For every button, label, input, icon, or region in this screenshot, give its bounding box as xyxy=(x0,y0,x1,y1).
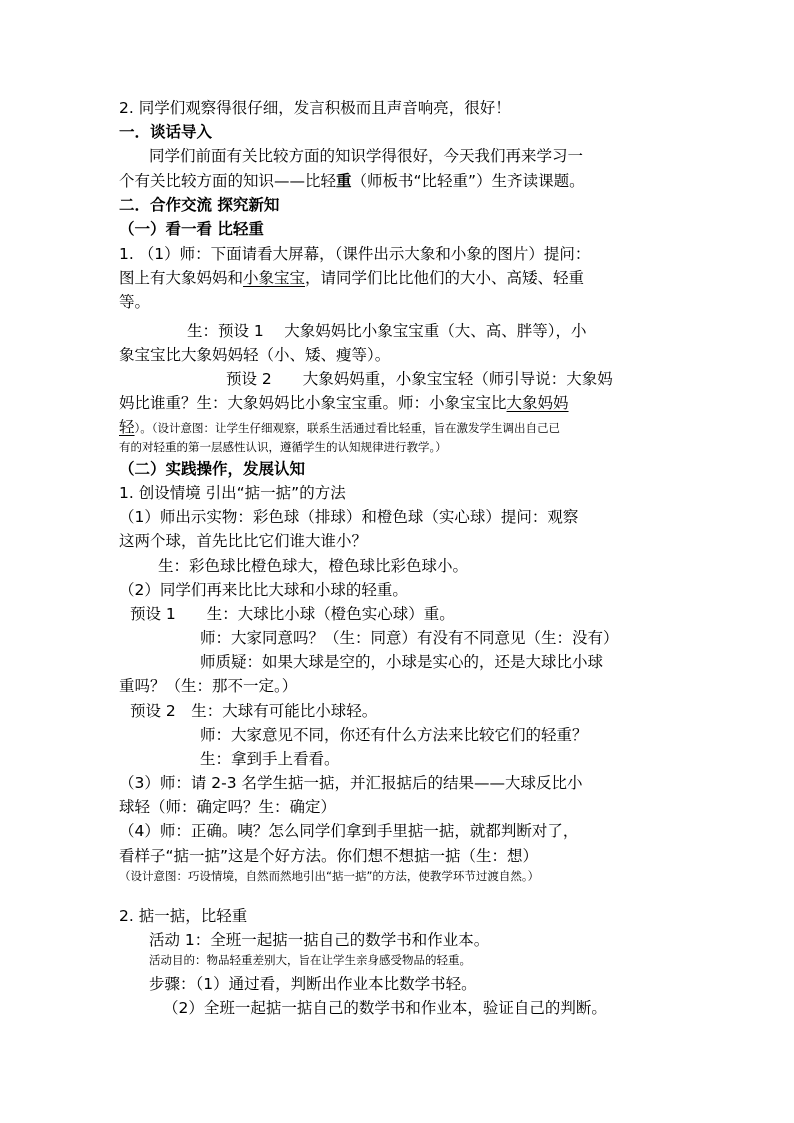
text-line: 师质疑：如果大球是空的，小球是实心的，还是大球比小球 xyxy=(200,653,604,671)
text-line: 1. （1）师：下面请看大屏幕，（课件出示大象和小象的图片）提问： xyxy=(119,245,591,263)
text-line xyxy=(119,170,585,192)
text-line: 预设 2 大象妈妈重，小象宝宝轻（师引导说：大象妈 xyxy=(226,370,613,388)
text-line xyxy=(119,267,584,289)
subsection-heading: （一）看一看 比轻重 xyxy=(119,220,264,238)
text-span: 图上有大象妈妈和 xyxy=(119,269,244,287)
emphasis-span: 重 xyxy=(336,172,352,190)
underlined-span: 小象宝宝 xyxy=(243,269,306,287)
text-line: 生：预设 1 大象妈妈比小象宝宝重（大、高、胖等），小 xyxy=(187,322,587,340)
text-line: 重吗？（生：那不一定。） xyxy=(119,677,298,695)
text-line: 象宝宝比大象妈妈轻（小、矮、瘦等）。 xyxy=(119,346,391,364)
text-line xyxy=(119,416,560,438)
text-line: 步骤：（1）通过看，判断出作业本比数学书轻。 xyxy=(149,975,477,993)
text-line: （2）全班一起掂一掂自己的数学书和作业本，验证自己的判断。 xyxy=(163,999,607,1017)
text-line: 同学们前面有关比较方面的知识学得很好，今天我们再来学习一 xyxy=(149,147,584,165)
text-span: （师板书“比轻重”）生齐读课题。 xyxy=(351,172,585,190)
text-line: （4）师：正确。咦？怎么同学们拿到手里掂一掂，就都判断对了， xyxy=(119,822,579,840)
section-heading: 二．合作交流 探究新知 xyxy=(119,196,280,214)
design-note: ）。（设计意图：让学生仔细观察，联系生活通过看比轻重，旨在激发学生调出自己已 xyxy=(134,421,561,435)
design-note: 有的对轻重的第一层感性认识，遵循学生的认知规律进行教学。） xyxy=(119,440,447,454)
text-line xyxy=(119,392,569,414)
underlined-span: 大象妈妈 xyxy=(506,394,569,412)
text-line: 生：拿到手上看看。 xyxy=(200,750,340,768)
text-line: 这两个球，首先比比它们谁大谁小？ xyxy=(119,532,368,550)
design-note: 活动目的：物品轻重差别大，旨在让学生亲身感受物品的轻重。 xyxy=(149,953,471,967)
section-heading: 一．谈话导入 xyxy=(119,123,213,141)
design-note: （设计意图：巧设情境，自然而然地引出“掂一掂”的方法，使教学环节过渡自然。） xyxy=(119,869,540,883)
text-span: ，请同学们比比他们的大小、高矮、轻重 xyxy=(305,269,585,287)
text-line: 师：大家同意吗？（生：同意）有没有不同意见（生：没有） xyxy=(200,629,619,647)
text-line: 2. 掂一掂，比轻重 xyxy=(119,907,248,925)
text-span: 个有关比较方面的知识——比轻 xyxy=(119,172,337,190)
text-span: 妈比谁重？生：大象妈妈比小象宝宝重。师：小象宝宝比 xyxy=(119,394,507,412)
text-line: （3）师：请 2-3 名学生掂一掂，并汇报掂后的结果——大球反比小 xyxy=(119,774,583,792)
text-line: 1. 创设情境 引出“掂一掂”的方法 xyxy=(119,484,346,502)
text-line: 活动 1：全班一起掂一掂自己的数学书和作业本。 xyxy=(149,931,490,949)
text-line: 师：大家意见不同，你还有什么方法来比较它们的轻重？ xyxy=(200,726,588,744)
text-line: （1）师出示实物：彩色球（排球）和橙色球（实心球）提问：观察 xyxy=(119,508,579,526)
underlined-span: 轻 xyxy=(119,418,135,436)
text-line: 看样子“掂一掂”这是个好方法。你们想不想掂一掂（生：想） xyxy=(119,847,539,865)
text-line: 等。 xyxy=(119,293,151,311)
text-line: （2）同学们再来比比大球和小球的轻重。 xyxy=(119,581,408,599)
text-line: 生：彩色球比橙色球大，橙色球比彩色球小。 xyxy=(158,557,469,575)
text-line: 预设 2 生：大球有可能比小球轻。 xyxy=(130,702,378,720)
text-line: 预设 1 生：大球比小球（橙色实心球）重。 xyxy=(130,605,455,623)
text-line: 球轻（师：确定吗？生：确定） xyxy=(119,798,337,816)
text-line: 2. 同学们观察得很仔细，发言积极而且声音响亮，很好！ xyxy=(119,99,511,117)
subsection-heading: （二）实践操作，发展认知 xyxy=(119,460,306,478)
